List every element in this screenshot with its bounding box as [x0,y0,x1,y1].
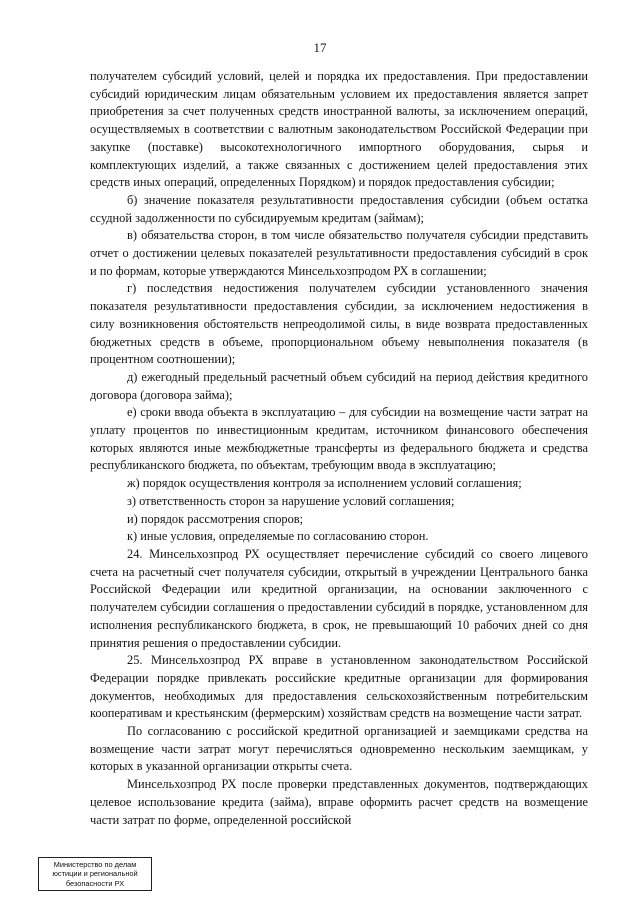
paragraph-agreement: По согласованию с российской кредитной организацией и заемщиками средства на возмещение части затрат могут перечисляться одновременно нескольким заемщикам, у которых в указанной организации открыты счета. [90,724,588,774]
paragraph-item-k: к) иные условия, определяемые по согласованию сторон. [127,529,429,544]
stamp-line: безопасности РХ [65,878,125,888]
paragraph-item-i: и) порядок рассмотрения споров; [127,511,304,526]
paragraph-item-v: в) обязательства сторон, в том числе обязательство получателя субсидии представить отчет о достижении целевых показателей результативности предоставления субсидий в срок и по формам, которые утверждаются Минсельхозпродом РХ в соглашении; [90,228,588,278]
document-body [90,68,588,829]
paragraph-item-d: д) ежегодный предельный расчетный объем субсидий на период действия кредитного договора (договора займа); [90,369,588,402]
stamp-line: юстиции и региональной [52,869,138,879]
paragraph-item-g: г) последствия недостижения получателем субсидии установленного значения показателя результативности предоставления субсидии, за исключением недостижения в силу возникновения обстоятельств непреодолимой силы, в виде возврата предоставленных бюджетных средств в объеме, пропорциональном объему невыполнения показателя (в процентном соотношении); [90,281,588,367]
ministry-stamp [38,857,152,891]
stamp-line: Министерство по делам [53,860,137,869]
paragraph-conditions-continuation: получателем субсидий условий, целей и порядка их предоставления. При предоставлении субсидий юридическим лицам обязательным условием их предоставления является запрет приобретения за счет полученных средств иностранной валюты, за исключением операций, осуществляемых в соответствии с валютным законодательством Российской Федерации при закупке (поставке) высокотехнологичного импортного оборудования, сырья и комплектующих изделий, а также связанных с достижением целей предоставления этих средств иных операций, определенных Порядком) и порядок предоставления субсидии; [90,69,588,190]
paragraph-clause-24: 24. Минсельхозпрод РХ осуществляет перечисление субсидий со своего лицевого счета на расчетный счет получателя субсидии, открытый в учреждении Центрального банка Российской Федерации или кредитной организации, на основании заключенного с получателем субсидии соглашения о предоставлении субсидий в порядке, установленном для исполнения республиканского бюджета, в срок, не превышающий 10 рабочих дней со дня принятия решения о предоставлении субсидии. [90,546,588,650]
paragraph-item-zh: ж) порядок осуществления контроля за исполнением условий соглашения; [127,476,522,491]
paragraph-verification: Минсельхозпрод РХ после проверки представленных документов, подтверждающих целевое использование кредита (займа), вправе оформить расчет средств на возмещение части затрат по форме, определенной российской [90,777,588,827]
paragraph-item-b: б) значение показателя результативности предоставления субсидии (объем остатка ссудной задолженности по субсидируемым кредитам (займам); [90,192,588,225]
page-number: 17 [313,40,327,55]
paragraph-clause-25: 25. Минсельхозпрод РХ вправе в установленном законодательством Российской Федерации порядке привлекать российские кредитные организации для формирования документов, необходимых для предоставления сельскохозяйственным потребительским кооперативам и крестьянским (фермерским) хозяйствам средств на возмещение части затрат. [90,653,588,721]
paragraph-item-e: е) сроки ввода объекта в эксплуатацию – для субсидии на возмещение части затрат на уплату процентов по инвестиционным кредитам, источником финансового обеспечения которых являются иные межбюджетные трансферты из федерального бюджета и средства республиканского бюджета, по объектам, требующим ввода в эксплуатацию; [90,405,588,473]
paragraph-item-z: з) ответственность сторон за нарушение условий соглашения; [127,493,455,508]
